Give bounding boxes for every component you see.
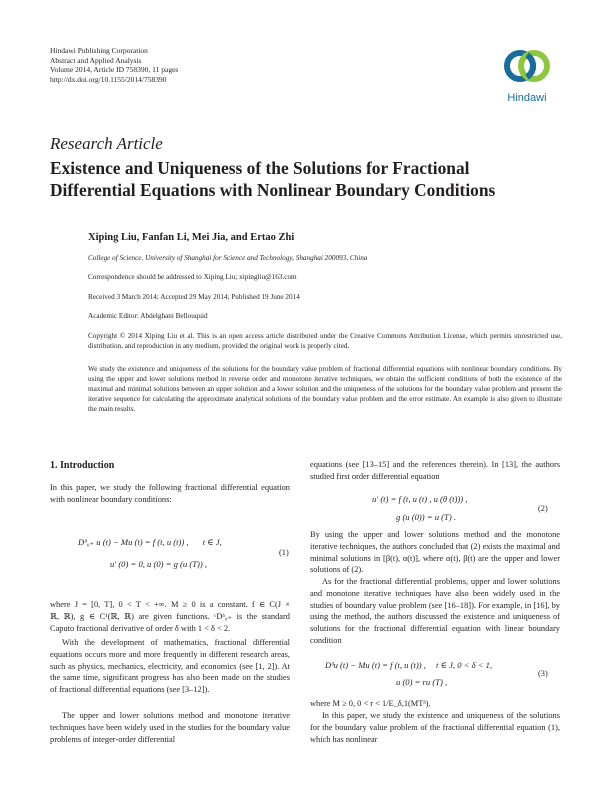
paragraph: As for the fractional differential problems, upper and lower solutions and monotone iterative techniques have also been widely used in the studies of boundary value problem (see [16–18]). For example, in [16], by using the method, the authors discussed the existence and uniqueness of solutions for the fractional differential equation with linear boundary condition [310, 577, 560, 645]
paragraph: With the development of mathematics, fractional differential equations occurs more and more frequently in different research areas, such as physics, mechanics, electricity, and economics (see [1, 2]). At the same time, significant progress has also been made on the studies of fractional differential equations (see [3–12]). [50, 638, 290, 695]
equation-lhs: Dᵟu (t) − Mu (t) = f (t, u (t)) , [325, 660, 426, 670]
journal-header [50, 46, 310, 84]
journal-name: Abstract and Applied Analysis [50, 55, 142, 65]
equation-3-line-2: u (0) = ru (T) , [396, 677, 448, 687]
equation-number: (2) [538, 504, 548, 513]
copyright-notice: Copyright © 2014 Xiping Liu et al. This is an open access article distributed under the Creative Commons Attribution License, which permits unrestricted use, distribution, and reproduction in any medium, provided the original work is properly cited. [88, 332, 562, 350]
paragraph: The upper and lower solutions method and monotone iterative techniques have been widely used in the studies for the boundary value problems of integer-order differential [50, 711, 290, 744]
correspondence: Correspondence should be addressed to Xiping Liu; xipingliu@163.com [88, 273, 297, 281]
paragraph: equations (see [13–15] and the references therein). In [13], the authors studied first order differential equation [310, 460, 560, 481]
affiliation: College of Science, University of Shanghai for Science and Technology, Shanghai 200093, China [88, 254, 368, 262]
title-line: Differential Equations with Nonlinear Boundary Conditions [50, 180, 496, 200]
text-line: ℝ, ℝ), g ∈ C¹(ℝ, ℝ) are given functions. ᶜDᵟ₀₊ is the standard [50, 611, 290, 621]
author-list: Xiping Liu, Fanfan Li, Mei Jia, and Ertao Zhi [88, 232, 295, 243]
equation-lhs: Dᵟ₀₊ u (t) − Mu (t) = f (t, u (t)) , [78, 537, 189, 547]
title-line: Existence and Uniqueness of the Solutions for Fractional [50, 158, 470, 178]
academic-editor: Academic Editor: Abdelghani Bellouquid [88, 312, 208, 320]
section-heading: 1. Introduction [50, 460, 115, 471]
equation-2-line-1: u′ (t) = f (t, u (t) , u (θ (t))) , [372, 494, 468, 504]
equation-2-line-2: g (u (0)) = u (T) . [396, 512, 456, 522]
text-line: Caputo fractional derivative of order δ with 1 < δ < 2. [50, 623, 231, 633]
equation-1-line-1 [78, 537, 222, 548]
abstract: We study the existence and uniqueness of the solutions for the boundary value problem of fractional differential equations with nonlinear boundary conditions. By using the upper and lower solutions method in reverse order and monotone iterative techniques, we obtain the sufficient conditions of both the existence of the maximal and minimal solutions between an upper solution and a lower solution and the uniqueness of the solutions for the boundary value problem and present the iterative sequence for calculating the approximate analytical solutions of the boundary value problem and the error estimate. An example is also given to illustrate the main results. [88, 365, 562, 414]
equation-3-line-1 [325, 660, 492, 671]
publisher-name: Hindawi Publishing Corporation [50, 46, 148, 55]
logo-wordmark: Hindawi [507, 92, 547, 104]
text-line: where J = [0, T], 0 < T < +∞. M ≥ 0 is a constant. f ∈ C(J × [50, 600, 290, 609]
paragraph: In this paper, we study the existence and uniqueness of the solutions for the boundary value problem of the fractional differential equation (1), which has nonlinear [310, 711, 560, 744]
paragraph: where M ≥ 0, 0 < r < 1/E_δ,1(MTᵟ). [310, 699, 431, 708]
paragraph [50, 599, 290, 634]
volume-info: Volume 2014, Article ID 758390, 11 pages [50, 65, 179, 75]
equation-condition: t ∈ J, [202, 537, 222, 547]
hindawi-logo [494, 44, 560, 106]
paragraph: In this paper, we study the following fractional differential equation with nonlinear boundary conditions: [50, 483, 290, 504]
article-title [50, 157, 570, 201]
equation-number: (3) [538, 669, 548, 678]
article-type: Research Article [50, 134, 163, 153]
doi-link[interactable]: http://dx.doi.org/10.1155/2014/758390 [50, 74, 167, 84]
paragraph: By using the upper and lower solutions method and the monotone iterative techniques, the authors concluded that (2) exists the maximal and minimal solutions in [β(t), α(t)], where α(t), β(t) are the upper and lower solutions of (2). [310, 530, 560, 575]
equation-condition: t ∈ J, 0 < δ < 1, [436, 660, 493, 670]
equation-1-line-2: u′ (0) = 0, u (0) = g (u (T)) , [110, 559, 208, 569]
hindawi-logo-icon [494, 44, 560, 92]
equation-number: (1) [279, 548, 289, 557]
dates: Received 3 March 2014; Accepted 29 May 2014; Published 19 June 2014 [88, 293, 300, 301]
